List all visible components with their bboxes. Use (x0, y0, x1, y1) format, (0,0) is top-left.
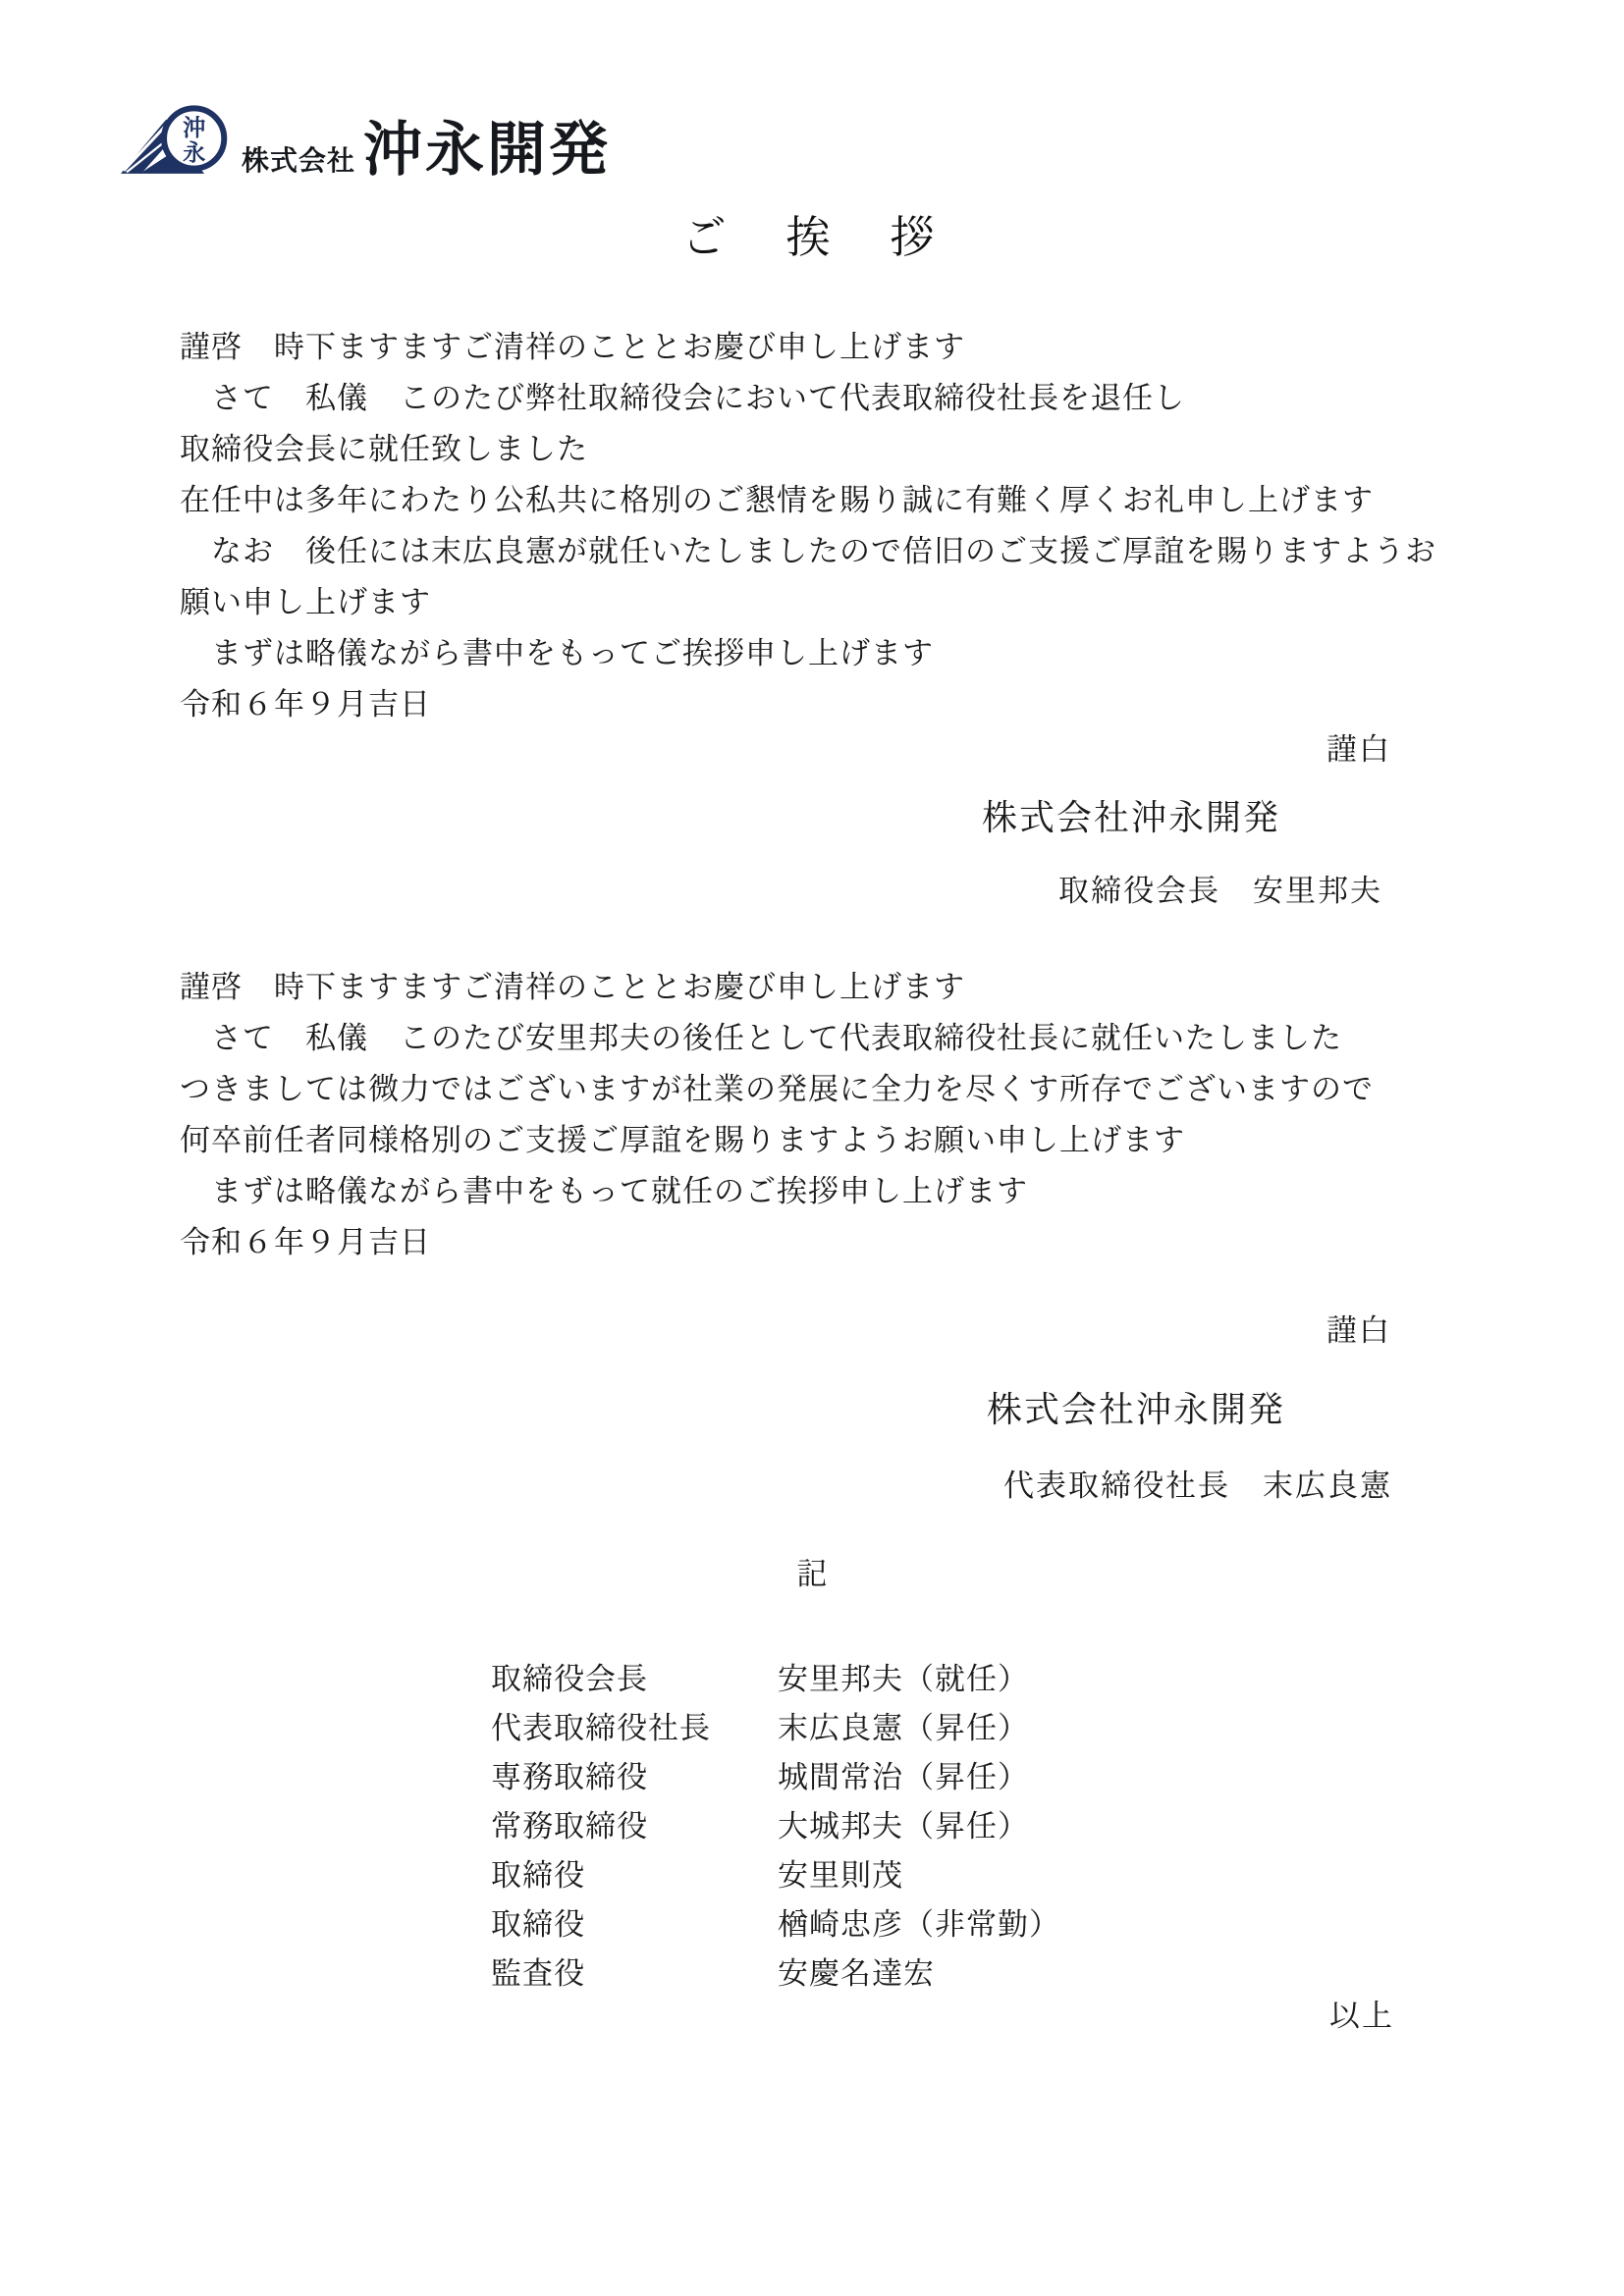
logo-mark-char-top: 沖 (183, 115, 206, 141)
document-title: ご 挨 拶 (681, 213, 943, 262)
letter1-signature-signer: 取締役会長 安里邦夫 (1058, 874, 1382, 908)
executive-list (491, 1655, 1060, 1999)
letter2-closing: 謹白 (1326, 1313, 1391, 1348)
exec-row (491, 1704, 1060, 1753)
letter2-body (180, 962, 1457, 1268)
exec-title: 取締役会長 (491, 1662, 648, 1696)
letter1-line: まずは略儀ながら書中をもってご挨拶申し上げます (180, 636, 934, 670)
letter2-line: 何卒前任者同様格別のご支援ご厚誼を賜りますようお願い申し上げます (180, 1123, 1185, 1157)
letter1-closing: 謹白 (1326, 732, 1391, 767)
letter2-line: つきましては微力ではございますが社業の発展に全力を尽くす所存でございますので (180, 1072, 1374, 1106)
exec-title: 常務取締役 (491, 1809, 648, 1843)
exec-name: 安慶名達宏 (778, 1956, 935, 1991)
okinaga-logo-icon (118, 103, 228, 180)
logo-company-prefix: 株式会社 (242, 145, 356, 176)
letter2-signature-company: 株式会社沖永開発 (987, 1390, 1286, 1429)
company-logo (118, 101, 612, 183)
exec-name: 安里邦夫（就任） (778, 1662, 1029, 1696)
exec-row (491, 1655, 1060, 1704)
notice-heading: 記 (796, 1557, 828, 1591)
exec-row (491, 1753, 1060, 1802)
exec-name: 楢崎忠彦（非常勤） (778, 1907, 1060, 1942)
letter2-line: まずは略儀ながら書中をもって就任のご挨拶申し上げます (180, 1174, 1028, 1208)
letter1-line: 取締役会長に就任致しました (180, 432, 588, 466)
exec-title: 取締役 (491, 1907, 585, 1942)
exec-name: 末広良憲（昇任） (778, 1711, 1029, 1745)
letter2-line: さて 私儀 このたび安里邦夫の後任として代表取締役社長に就任いたしました (180, 1021, 1342, 1055)
letter1-line: 願い申し上げます (180, 585, 431, 619)
exec-title: 監査役 (491, 1956, 585, 1991)
exec-row (491, 1900, 1060, 1949)
exec-row (491, 1949, 1060, 1999)
letter2-line: 謹啓 時下ますますご清祥のこととお慶び申し上げます (180, 970, 965, 1004)
letter1-line: 在任中は多年にわたり公私共に格別のご懇情を賜り誠に有難く厚くお礼申し上げます (180, 483, 1374, 517)
exec-title: 取締役 (491, 1858, 585, 1893)
exec-title: 専務取締役 (491, 1760, 648, 1794)
logo-text (242, 117, 612, 183)
exec-row (491, 1802, 1060, 1851)
logo-company-name: 沖永開発 (363, 117, 612, 183)
letter2-date: 令和６年９月吉日 (180, 1225, 431, 1259)
letter1-body (180, 322, 1457, 730)
letter1-line: さて 私儀 このたび弊社取締役会において代表取締役社長を退任し (180, 381, 1185, 415)
logo-mark-char-bottom: 永 (183, 139, 206, 166)
end-mark: 以上 (1329, 1999, 1394, 2033)
exec-name: 城間常治（昇任） (778, 1760, 1029, 1794)
exec-row (491, 1851, 1060, 1900)
letter1-line: なお 後任には末広良憲が就任いたしましたので倍旧のご支援ご厚誼を賜りますようお (180, 534, 1436, 568)
exec-name: 安里則茂 (778, 1858, 903, 1893)
exec-name: 大城邦夫（昇任） (778, 1809, 1029, 1843)
letter1-date: 令和６年９月吉日 (180, 687, 431, 721)
letter2-signature-signer: 代表取締役社長 末広良憲 (1003, 1468, 1392, 1503)
letter1-line: 謹啓 時下ますますご清祥のこととお慶び申し上げます (180, 330, 965, 364)
letter1-signature-company: 株式会社沖永開発 (982, 798, 1281, 837)
exec-title: 代表取締役社長 (491, 1711, 711, 1745)
